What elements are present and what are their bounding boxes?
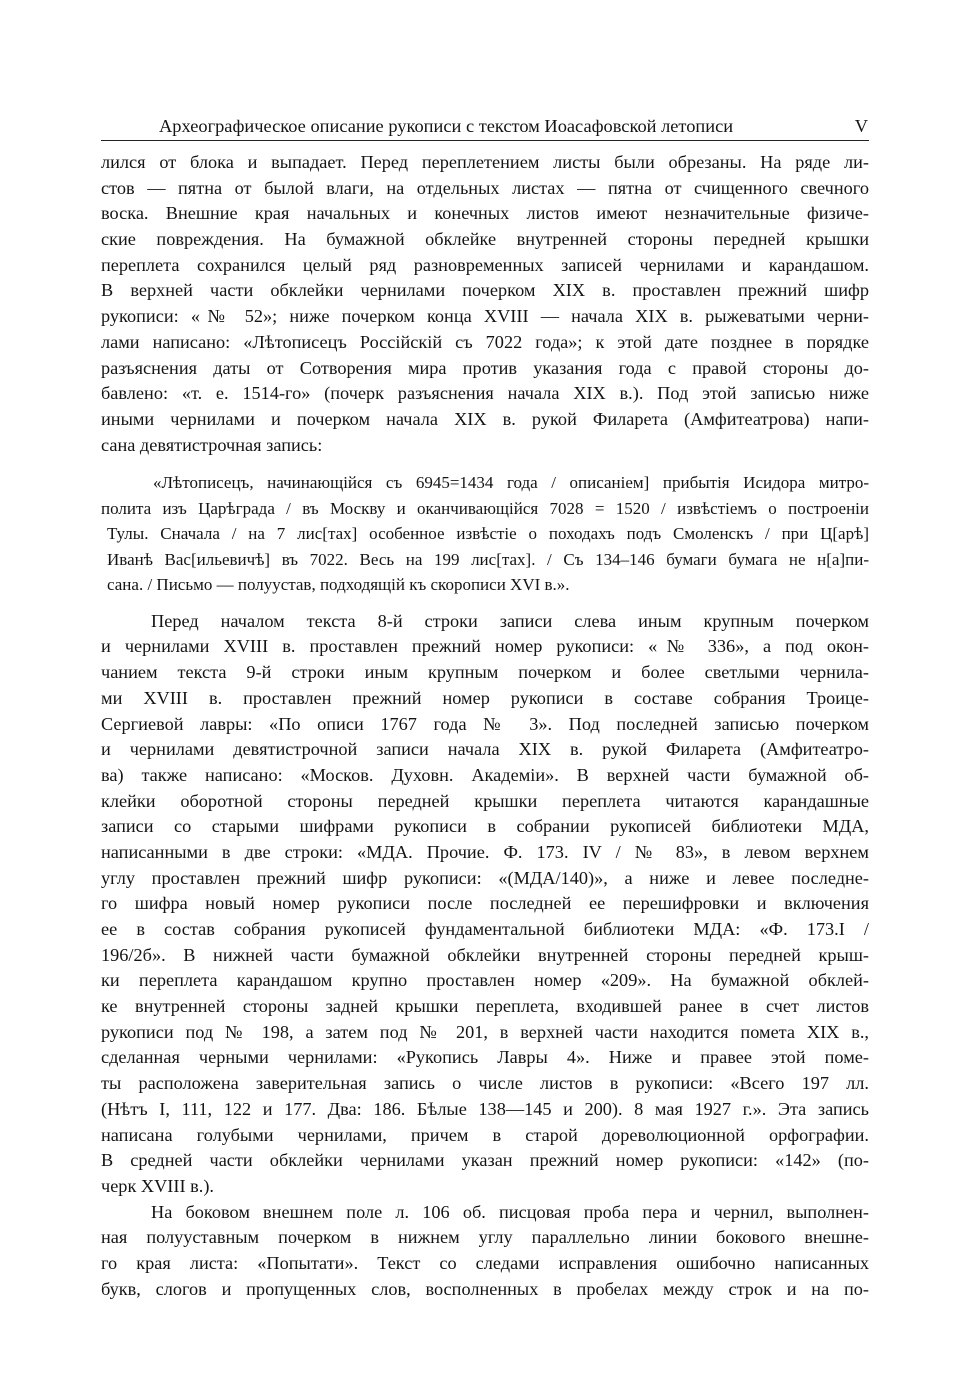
text-line: воска. Внешние края начальных и конечных листов имеют незначительные физиче-: [101, 203, 869, 224]
quote-line: Иванѣ Вас[ильевичѣ] въ 7022. Весь на 199 лис[тах]. / Съ 134–146 бумаги бумага не н[а]пи-: [107, 549, 869, 569]
running-head: [101, 112, 869, 141]
page-number: V: [854, 116, 868, 136]
text-line: сделанная черными чернилами: «Рукопись Лавры 4». Ниже и правее этой поме-: [101, 1047, 869, 1068]
text-line: ты расположена заверительная запись о числе листов в рукописи: «Всего 197 лл.: [101, 1073, 869, 1094]
text-line: ее в состав собрания рукописей фундаментальной библиотеки МДА: «Ф. 173.I /: [101, 919, 869, 939]
paragraph-1: [101, 150, 869, 458]
text-line: Перед началом текста 8-й строки записи слева иным крупным почерком: [151, 610, 869, 631]
text-line: написанными в две строки: «МДА. Прочие. Ф. 173. IV / № 83», в левом верхнем: [101, 841, 869, 862]
quote-line: полита изъ Царѣграда / въ Москву и оканчивающiйся 7028 = 1520 / извѣстiемъ о построенiи: [101, 498, 869, 518]
text-line: 196/2б». В нижней части бумажной обклейки внутренней стороны передней крыш-: [101, 944, 869, 965]
text-line: клейки оборотной стороны передней крышки переплета читаются карандашные: [101, 790, 869, 811]
text-line: иными чернилами и почерком начала XIX в. рукой Филарета (Амфитеатрова) напи-: [101, 408, 869, 429]
text-line: ми XVIII в. проставлен прежний номер рукописи в составе собрания Троице-: [101, 687, 869, 708]
text-line: ские повреждения. На бумажной обклейке внутренней стороны передней крышки: [101, 229, 869, 250]
text-line: В верхней части обклейки чернилами почерком XIX в. проставлен прежний шифр: [101, 280, 869, 301]
running-title: Археографическое описание рукописи с текстом Иоасафовской летописи: [159, 116, 734, 136]
text-line: и чернилами девятистрочной записи начала XIX в. рукой Филарета (Амфитеатро-: [101, 739, 869, 760]
text-line: (Нѣтъ I, 111, 122 и 177. Два: 186. Бѣлые 138—145 и 200). 8 мая 1927 г.». Эта запись: [101, 1098, 869, 1119]
block-quote: [101, 470, 869, 598]
quote-line: «Лѣтописецъ, начинающiйся съ 6945=1434 года / описанiем] прибытiя Исидора митро-: [153, 473, 869, 493]
text-line: чанием текста 9-й строки иным крупным почерком и более светлыми чернила-: [101, 662, 869, 683]
text-line: Сергиевой лавры: «По описи 1767 года № 3». Под последней записью почерком: [101, 713, 869, 734]
paragraph-3: [101, 1200, 869, 1303]
text-line: написана голубыми чернилами, причем в старой дореволюционной орфографии.: [101, 1124, 869, 1145]
text-line: букв, слогов и пропущенных слов, восполненных в пробелах между строк и на по-: [101, 1278, 869, 1299]
text-line: го шифра новый номер рукописи после последней ее перешифровки и включения: [101, 893, 869, 914]
text-line: разъяснения даты от Сотворения мира против указания года с правой стороны до-: [101, 357, 869, 378]
text-line: лами написано: «Лѣтописецъ Россiйскiй съ 7022 года»; к этой дате позднее в порядке: [101, 331, 869, 352]
body-text: [101, 150, 869, 1302]
text-line: переплета сохранился целый ряд разновременных записей чернилами и карандашом.: [101, 254, 869, 275]
text-line: ная полууставным почерком в нижнем углу параллельно линии бокового внешне-: [101, 1227, 869, 1248]
text-line: стов — пятна от былой влаги, на отдельных листах — пятна от счищенного свечного: [101, 177, 869, 198]
text-line: На боковом внешнем поле л. 106 об. писцовая проба пера и чернил, выполнен-: [151, 1201, 869, 1222]
text-line: В средней части обклейки чернилами указан прежний номер рукописи: «142» (по-: [101, 1150, 869, 1171]
text-line: го края листа: «Попытати». Текст со следами исправления ошибочно написанных: [101, 1252, 869, 1273]
text-line: сана девятистрочная запись:: [101, 434, 323, 455]
text-line: черк XVIII в.).: [101, 1175, 214, 1196]
text-line: записи со старыми шифрами рукописи в собрании рукописей библиотеки МДА,: [101, 816, 869, 837]
text-line: ва) также написано: «Москов. Духовн. Академiи». В верхней части бумажной об-: [101, 764, 869, 785]
text-line: ке внутренней стороны задней крышки переплета, входившей ранее в счет листов: [101, 996, 869, 1017]
quote-line: Тулы. Сначала / на 7 лис[тах] особенное извѣстiе о походахъ подъ Смоленскъ / при Ц[арѣ]: [107, 524, 869, 544]
text-line: лился от блока и выпадает. Перед переплетением листы были обрезаны. На ряде ли-: [101, 152, 869, 172]
text-line: рукописи под № 198, а затем под № 201, в верхней части находится помета XIX в.,: [101, 1021, 869, 1042]
text-line: углу проставлен прежний шифр рукописи: «(МДА/140)», а ниже и левее последне-: [101, 867, 869, 888]
text-line: и чернилами XVIII в. проставлен прежний номер рукописи: «№ 336», а под окон-: [101, 636, 869, 657]
text-line: ки переплета карандашом крупно проставлен номер «209». На бумажной обклей-: [101, 970, 869, 991]
quote-line: сана. / Письмо — полуустав, подходящiй къ скорописи XVI в.».: [107, 575, 570, 595]
paragraph-2: [101, 609, 869, 1200]
text-line: бавлено: «т. е. 1514-го» (почерк разъяснения начала XIX в.). Под этой записью ниже: [101, 383, 869, 404]
text-line: рукописи: «№ 52»; ниже почерком конца XVIII — начала XIX в. рыжеватыми черни-: [101, 306, 869, 327]
